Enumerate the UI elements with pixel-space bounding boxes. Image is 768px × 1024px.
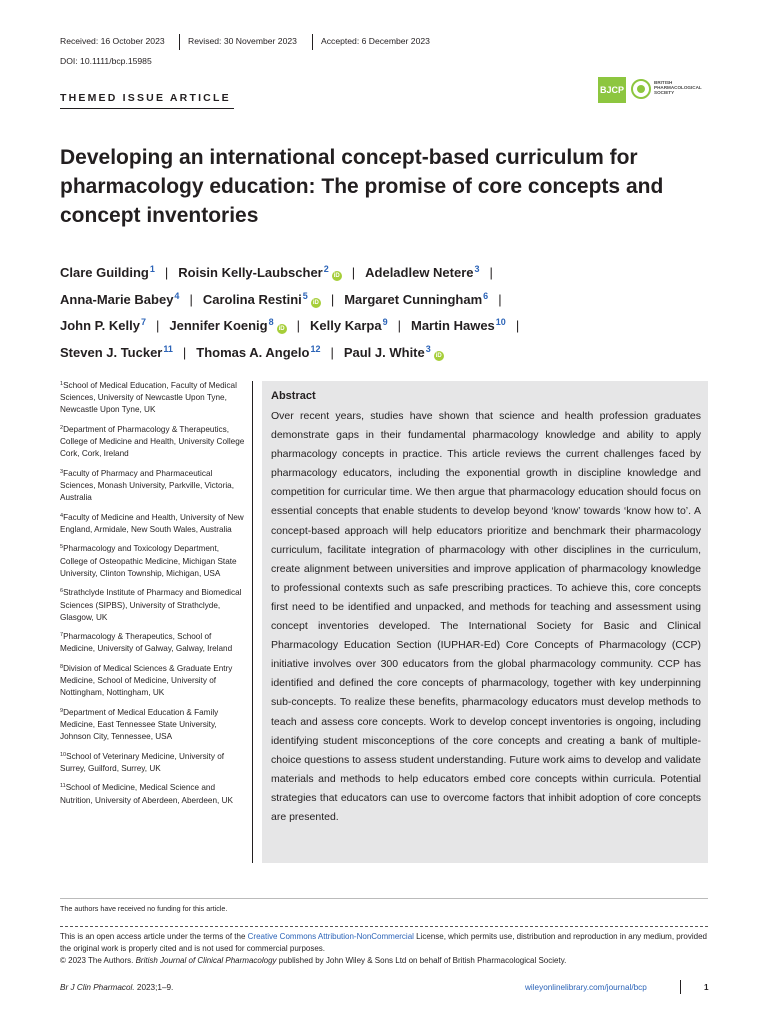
article-type-label: THEMED ISSUE ARTICLE [60, 92, 231, 104]
author-separator: | [351, 265, 356, 280]
author-name[interactable]: Jennifer Koenig$^8$iD [169, 317, 285, 334]
orcid-icon[interactable]: iD [312, 299, 319, 306]
affiliation-marker[interactable]: 11 [163, 343, 173, 354]
page-number: 1 [704, 983, 709, 992]
affiliation-item: $^{11}$School of Medicine, Medical Science and Nutrition, University of Aberdeen, Aberdeen, UK [60, 783, 233, 805]
bps-logo-text: BRITISH PHARMACOLOGICAL SOCIETY [654, 80, 702, 96]
author-name[interactable]: Steven J. Tucker$^{11}$ [60, 343, 173, 360]
affiliation-marker[interactable]: 9 [382, 317, 388, 328]
affiliation-marker[interactable]: 8 [268, 317, 274, 328]
author-separator: | [164, 265, 169, 280]
author-separator: | [489, 265, 493, 280]
affiliation-item: $^8$Division of Medical Sciences & Graduate Entry Medicine, School of Medicine, University of Nottingham, Nottingham, UK [60, 663, 233, 698]
author-separator: | [330, 291, 335, 307]
author-name[interactable]: Carolina Restini$^5$iD [202, 290, 319, 307]
affiliation-item: $^7$Pharmacology & Therapeutics, School of Medicine, University of Galway, Galway, Ireland [60, 632, 233, 654]
affiliation-item: $^3$Faculty of Pharmacy and Pharmaceutical Sciences, Monash University, Parkville, Victoria, Australia [60, 468, 234, 503]
affiliation-marker[interactable]: 3 [425, 343, 431, 354]
author-list [60, 258, 720, 364]
orcid-icon[interactable]: iD [278, 326, 285, 333]
cc-license-link[interactable]: Creative Commons Attribution-NonCommercial [247, 932, 414, 941]
author-name[interactable]: Margaret Cunningham$^6$ [344, 290, 489, 307]
author-name[interactable]: Thomas A. Angelo$^{12}$ [196, 343, 321, 360]
affiliation-item: $^1$School of Medical Education, Faculty of Medical Sciences, University of Newcastle Upon Tyne, Newcastle Upon Tyne, UK [60, 381, 237, 415]
author-name[interactable]: John P. Kelly$^7$ [60, 317, 146, 334]
affiliation-item: $^6$Strathclyde Institute of Pharmacy and Biomedical Sciences (SIPBS), University of Strathclyde, Glasgow, UK [60, 588, 242, 622]
author-separator: | [296, 318, 301, 334]
footer-separator [680, 980, 681, 994]
author-name[interactable]: Adeladlew Netere$^3$ [365, 264, 480, 280]
author-name[interactable]: Anna-Marie Babey$^4$ [60, 290, 180, 307]
abstract-text: Over recent years, studies have shown that science and health profession graduates demonstrate gaps in their fundamental pharmacology knowledge and ability to apply pharmacology concepts in practice. This article reviews the current challenges faced by pharmacology educators, including the exponential growth in discipline knowledge and competition for curricular time. We then argue that pharmacology education should focus on essential concepts that enable students to develop beyond ‘know’ towards ‘know how to’. A concept-based approach will help educators prioritize and benchmark their pharmacology curriculum, facilitate integration of pharmacology with other disciplines in the curriculum, create alignment between universities and improve application of pharmacology knowledge to professional contexts such as safe prescribing practices. To achieve this, core concepts first need to be identified and unpacked, and methods for teaching and assessment using concept inventories developed. The International Society for Basic and Clinical Pharmacology Education Section (IUPHAR-Ed) Core Concepts of Pharmacology (CCP) initiative involves over 300 educators from the global pharmacology community. CCP has identified and defined the core concepts of pharmacology, together with key underpinning sub-concepts. To realize these benefits, pharmacology educators must develop methods to teach and assess core concepts. Work to develop concept inventories is ongoing, including identifying student misconceptions of the core concepts and creating a bank of multiple-choice questions to assess student understanding. Future work aims to develop and validate materials and methods to help educators embed core concepts within curricula. Potential strategies that educators can use to overcome factors that inhibit adoption of core concepts are presented. [271, 410, 701, 823]
affiliation-marker[interactable]: 3 [474, 264, 480, 274]
funding-note: The authors have received no funding for this article. [60, 904, 228, 913]
affiliation-marker[interactable]: 4 [174, 290, 180, 301]
received-date: Received: 16 October 2023 [60, 36, 165, 46]
header-separator [312, 34, 313, 50]
doi[interactable]: DOI: 10.1111/bcp.15985 [60, 56, 152, 66]
affiliation-item: $^9$Department of Medical Education & Family Medicine, East Tennessee State University, Johnson City, Tennessee, USA [60, 707, 219, 742]
affiliation-item: $^4$Faculty of Medicine and Health, University of New England, Armidale, New South Wales, Australia [60, 512, 244, 534]
article-title: Developing an international concept-based curriculum for pharmacology education: The promise of core concepts and concept inventories [60, 146, 664, 227]
citation-footer: Br J Clin Pharmacol. 2023;1–9. [60, 983, 174, 992]
author-name[interactable]: Clare Guilding$^1$ [60, 264, 155, 280]
author-separator: | [515, 318, 520, 334]
affiliation-marker[interactable]: 12 [310, 343, 321, 354]
orcid-icon[interactable]: iD [435, 352, 442, 359]
footnote-rule [60, 898, 708, 899]
affiliation-marker[interactable]: 5 [302, 290, 308, 301]
orcid-icon[interactable]: iD [333, 273, 340, 279]
abstract-box [262, 381, 708, 863]
author-separator: | [155, 318, 160, 334]
revised-date: Revised: 30 November 2023 [188, 36, 297, 46]
author-name[interactable]: Kelly Karpa$^9$ [310, 317, 388, 334]
dashed-divider [60, 926, 708, 927]
author-separator: | [189, 291, 193, 307]
affiliation-marker[interactable]: 6 [483, 290, 489, 301]
affiliation-item: $^5$Pharmacology and Toxicology Department, College of Osteopathic Medicine, Michigan State University, Clinton Township, Michigan, USA [60, 544, 237, 578]
author-name[interactable]: Paul J. White$^3$iD [343, 343, 442, 360]
author-separator: | [498, 291, 502, 307]
header-separator [179, 34, 180, 50]
affiliation-item: $^{10}$School of Veterinary Medicine, University of Surrey, Guilford, Surrey, UK [60, 751, 225, 773]
article-type-underline [60, 108, 234, 109]
abstract-heading: Abstract [271, 390, 316, 402]
journal-url-link[interactable]: wileyonlinelibrary.com/journal/bcp [525, 983, 647, 992]
column-divider [252, 381, 253, 863]
affiliation-marker[interactable]: 2 [323, 264, 329, 274]
author-name[interactable]: Martin Hawes$^{10}$ [410, 317, 506, 334]
author-separator: | [182, 344, 187, 360]
accepted-date: Accepted: 6 December 2023 [321, 36, 430, 46]
affiliation-list [60, 378, 248, 812]
author-name[interactable]: Roisin Kelly-Laubscher$^2$iD [178, 264, 340, 280]
affiliation-marker[interactable]: 1 [149, 264, 155, 274]
affiliation-marker[interactable]: 10 [495, 317, 506, 328]
author-separator: | [397, 318, 401, 334]
author-separator: | [330, 344, 334, 360]
bps-logo-icon [631, 79, 651, 99]
affiliation-marker[interactable]: 7 [140, 317, 146, 328]
affiliation-item: $^2$Department of Pharmacology & Therapeutics, College of Medicine and Health, University College Cork, Cork, Ireland [60, 424, 245, 459]
license-notice: This is an open access article under the terms of the Creative Commons Attribution-NonCommercial License, which permits use, distribution and reproduction in any medium, provided the original work is properly cited and is not used for commercial purposes. © 2023 The Authors. British Journal of Clinical Pharmacology published by John Wiley & Sons Ltd on behalf of British Pharmacological Society. [60, 932, 707, 965]
bjcp-logo: BJCP [598, 77, 626, 103]
